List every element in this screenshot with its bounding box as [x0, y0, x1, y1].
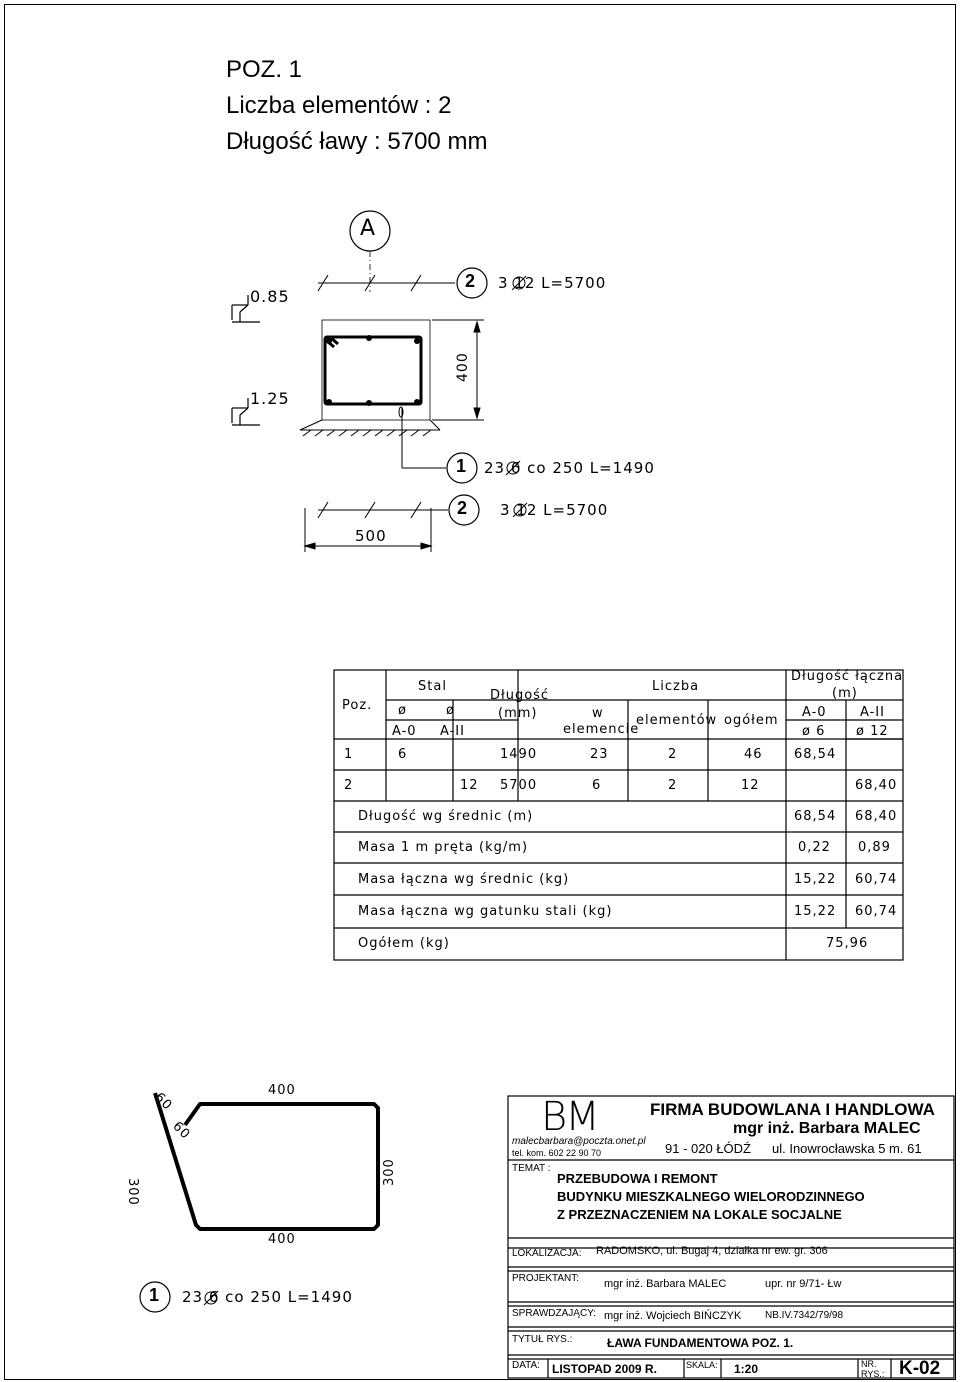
top-bar-number: 2 — [465, 271, 476, 291]
spr-name: mgr inż. Wojciech BIŃCZYK — [604, 1310, 742, 1322]
row2-dl: 5700 — [500, 778, 538, 793]
skala-label: SKALA: — [686, 1360, 718, 1370]
row1-a0: 6 — [398, 747, 408, 762]
spr-label: SPRAWDZAJĄCY: — [512, 1308, 597, 1319]
shape-hook-dim-2: 60 — [169, 1119, 194, 1143]
total-value: 75,96 — [826, 936, 869, 951]
shape-bar-spec: 23 6 co 250 L=1490 — [182, 1288, 353, 1306]
summary-label: Masa łączna wg średnic (kg) — [358, 872, 570, 887]
th-fi-aii: ø — [446, 703, 455, 718]
th-m: (m) — [832, 686, 858, 701]
height-dimension-label: 400 — [455, 352, 471, 382]
row2-poz: 2 — [344, 778, 354, 793]
bottom-bar-number: 2 — [457, 498, 468, 518]
spr-permit: NB.IV.7342/79/98 — [765, 1310, 844, 1321]
row1-wel: 23 — [590, 747, 609, 762]
temat-label: TEMAT : — [512, 1163, 551, 1174]
top-bar-spec: 3 12 L=5700 — [498, 274, 607, 292]
data-value: LISTOPAD 2009 R. — [552, 1362, 657, 1376]
axis-label: A — [360, 216, 376, 241]
th-dlug-laczna: Długość łączna — [791, 669, 904, 684]
level-top-label: 0.85 — [250, 287, 290, 306]
level-bottom-label: 1.25 — [250, 389, 290, 408]
summary-a0: 0,22 — [798, 840, 831, 855]
width-dimension-label: 500 — [355, 527, 387, 545]
firm-name: FIRMA BUDOWLANA I HANDLOWA — [650, 1100, 935, 1119]
shape-bottom-dim: 400 — [268, 1232, 296, 1247]
temat-line-1: PRZEBUDOWA I REMONT — [557, 1171, 718, 1186]
shape-bar-number: 1 — [149, 1285, 160, 1305]
total-label: Ogółem (kg) — [358, 936, 450, 951]
tyt-value: ŁAWA FUNDAMENTOWA POZ. 1. — [607, 1336, 794, 1350]
summary-a0: 68,54 — [794, 809, 837, 824]
row1-dl: 1490 — [500, 747, 538, 762]
lok-label: LOKALIZACJA: — [512, 1248, 582, 1259]
th-liczba: Liczba — [652, 679, 700, 694]
contact-phone: tel. kom. 602 22 90 70 — [512, 1148, 602, 1158]
shape-hook-dim-1: 60 — [151, 1090, 176, 1114]
row2-wel: 6 — [592, 778, 602, 793]
row2-og: 12 — [741, 778, 760, 793]
th-dlugosc: Długość — [490, 688, 550, 703]
row1-la0: 68,54 — [794, 747, 837, 762]
row2-laii: 68,40 — [855, 778, 898, 793]
temat-line-3: Z PRZEZNACZENIEM NA LOKALE SOCJALNE — [557, 1207, 842, 1222]
summary-a0: 15,22 — [794, 872, 837, 887]
firm-owner: mgr inż. Barbara MALEC — [733, 1120, 921, 1137]
row2-aii: 12 — [460, 778, 479, 793]
stirrup-number: 1 — [456, 456, 467, 476]
th-w: w — [592, 706, 604, 721]
proj-label: PROJEKTANT: — [512, 1273, 580, 1284]
th-a0-total: A-0 — [802, 705, 827, 720]
summary-aii: 0,89 — [858, 840, 891, 855]
th-stal: Stal — [418, 679, 447, 694]
summary-aii: 60,74 — [855, 872, 898, 887]
summary-label: Masa 1 m pręta (kg/m) — [358, 840, 529, 855]
contact-email: malecbarbara@poczta.onet.pl — [512, 1136, 646, 1147]
nr-label-2: RYS.: — [861, 1369, 885, 1379]
row1-og: 46 — [744, 747, 763, 762]
th-elementow: elementów — [636, 713, 718, 728]
skala-value: 1:20 — [734, 1362, 759, 1376]
position-title: POZ. 1 — [226, 56, 303, 83]
shape-top-dim: 400 — [268, 1083, 296, 1098]
firm-street: ul. Inowrocławska 5 m. 61 — [772, 1141, 922, 1156]
bottom-bar-spec: 3 12 L=5700 — [500, 501, 609, 519]
stirrup-spec: 23 6 co 250 L=1490 — [484, 459, 655, 477]
proj-permit: upr. nr 9/71- Łw — [765, 1278, 842, 1290]
company-logo: BM — [541, 1094, 598, 1140]
footing-length: Długość ławy : 5700 mm — [226, 128, 488, 155]
summary-label: Masa łączna wg gatunku stali (kg) — [358, 904, 613, 919]
th-elemencie: elemencie — [563, 722, 640, 737]
summary-a0: 15,22 — [794, 904, 837, 919]
th-ogolem: ogółem — [724, 713, 779, 728]
th-aii-total: A-II — [860, 705, 885, 720]
row1-elem: 2 — [668, 747, 678, 762]
nr-label-1: NR. — [861, 1359, 877, 1369]
th-fi-a0: ø — [398, 703, 407, 718]
lok-value: RADOMSKO, ul. Bugaj 4, działka nr ew. gr. 306 — [596, 1245, 828, 1257]
th-aii: A-II — [440, 724, 465, 739]
proj-name: mgr inż. Barbara MALEC — [604, 1278, 727, 1290]
th-fi6: ø 6 — [802, 724, 826, 739]
shape-left-dim: 300 — [125, 1178, 140, 1206]
drawing-number: K-02 — [899, 1358, 941, 1379]
firm-city: 91 - 020 ŁÓDŹ — [665, 1141, 751, 1156]
temat-line-2: BUDYNKU MIESZKALNEGO WIELORODZINNEGO — [557, 1189, 865, 1204]
row1-poz: 1 — [344, 747, 354, 762]
row2-elem: 2 — [668, 778, 678, 793]
element-count: Liczba elementów : 2 — [226, 92, 452, 119]
th-mm: (mm) — [498, 706, 538, 721]
th-a0: A-0 — [392, 724, 417, 739]
tyt-label: TYTUŁ RYS.: — [512, 1334, 573, 1345]
summary-aii: 68,40 — [855, 809, 898, 824]
shape-right-dim: 300 — [382, 1158, 397, 1186]
summary-label: Długość wg średnic (m) — [358, 809, 534, 824]
summary-aii: 60,74 — [855, 904, 898, 919]
th-poz: Poz. — [342, 698, 373, 713]
data-label: DATA: — [512, 1360, 540, 1371]
th-fi12: ø 12 — [856, 724, 889, 739]
